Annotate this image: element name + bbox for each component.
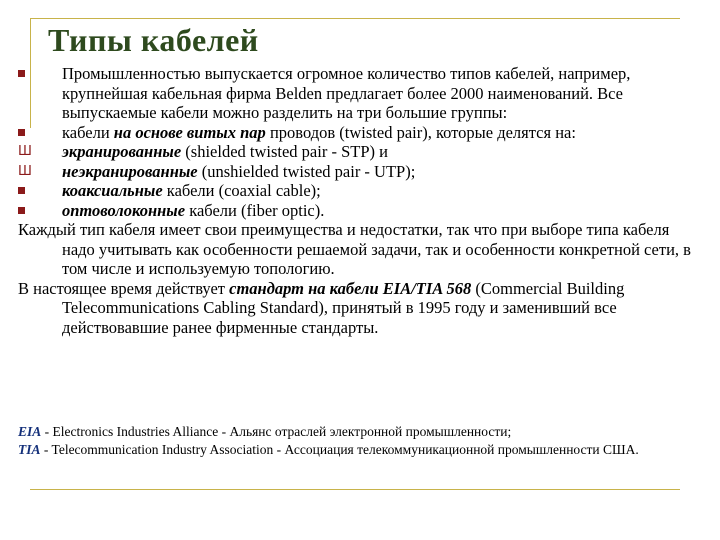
- item-text: (unshielded twisted pair - UTP);: [197, 161, 416, 181]
- square-bullet-icon: [18, 207, 25, 214]
- item-text: кабели (coaxial cable);: [162, 181, 321, 200]
- page-title: Типы кабелей: [48, 22, 259, 58]
- square-bullet-icon: [18, 70, 25, 77]
- paragraph-emphasis: стандарт на кабели EIA/TIA 568: [229, 278, 472, 298]
- item-text: Промышленностью выпускается огромное количество типов кабелей, например, крупнейшая кабельная фирма Belden предлагает более 2000 наименований. Все выпускаемые кабели можно разделить на три большие группы:: [62, 64, 631, 122]
- list-item: [18, 142, 698, 162]
- paragraph-text: (Commercial Building Telecommunications Cabling Standard), принятый в 1995 году и заменивший все действовавшие ранее фирменные стандарты.: [62, 278, 625, 337]
- footnote: [18, 423, 698, 441]
- item-text: кабели (fiber optic).: [185, 200, 325, 220]
- item-emphasis: оптоволоконные: [62, 200, 186, 220]
- paragraph: [18, 279, 698, 338]
- item-emphasis: экранированные: [62, 142, 182, 161]
- item-emphasis: на основе витых пар: [113, 122, 266, 142]
- paragraph-text: В настоящее время действует: [18, 278, 230, 298]
- square-bullet-icon: [18, 129, 25, 136]
- list-item: [18, 162, 698, 182]
- item-text: (shielded twisted pair - STP) и: [181, 142, 388, 161]
- footnote: [18, 441, 698, 459]
- content: [18, 64, 698, 337]
- footnote-abbr: TIA: [18, 442, 41, 457]
- item-emphasis: коаксиальные: [62, 181, 163, 200]
- item-emphasis: неэкранированные: [62, 161, 198, 181]
- footnote-text: - Telecommunication Industry Association - Ассоциация телекоммуникационной промышленности США.: [40, 442, 639, 457]
- list-item: [18, 181, 698, 201]
- item-text: проводов (twisted pair), которые делятся на:: [265, 122, 576, 142]
- footnote-text: - Electronics Industries Alliance - Альянс отраслей электронной промышленности;: [41, 424, 512, 439]
- footnote-abbr: EIA: [18, 424, 42, 439]
- top-rule: [30, 18, 680, 19]
- sub-bullet-icon: Ш: [18, 144, 32, 159]
- list-item: [18, 123, 698, 143]
- square-bullet-icon: [18, 187, 25, 194]
- list-item: [18, 201, 698, 221]
- item-text: кабели: [62, 122, 114, 142]
- sub-bullet-icon: Ш: [18, 163, 32, 179]
- paragraph: Каждый тип кабеля имеет свои преимущества и недостатки, так что при выборе типа кабеля надо учитывать как особенности решаемой задачи, так и особенности конкретной сети, в том числе и используемую топологию.: [18, 220, 691, 278]
- list-item: [18, 64, 698, 123]
- footnotes: [18, 423, 698, 459]
- bottom-rule: [30, 489, 680, 490]
